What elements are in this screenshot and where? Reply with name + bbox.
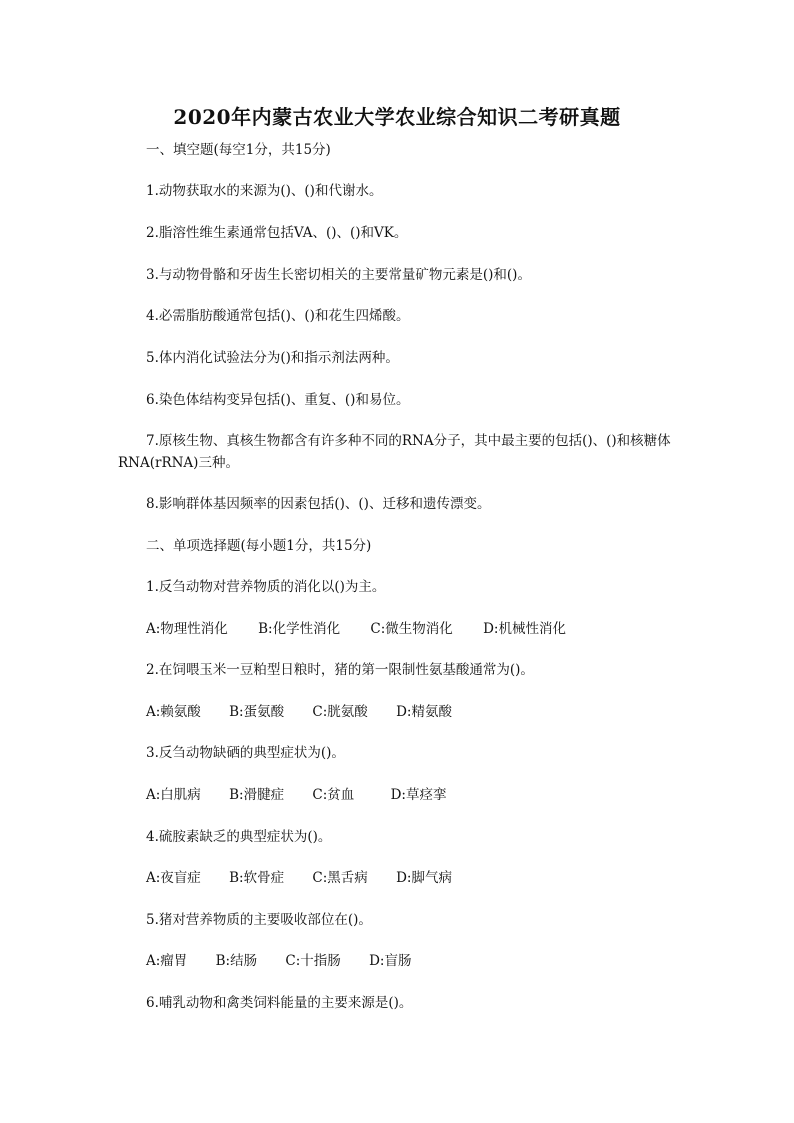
option-a: A:赖氨酸 <box>146 704 201 720</box>
option-a: A:物理性消化 <box>146 621 228 637</box>
option-a: A:夜盲症 <box>146 870 201 886</box>
question-choice-1: 1.反刍动物对营养物质的消化以()为主。 <box>146 579 386 595</box>
question-fill-6: 6.染色体结构变异包括()、重复、()和易位。 <box>146 392 410 408</box>
question-choice-2: 2.在饲喂玉米一豆粕型日粮时，猪的第一限制性氨基酸通常为()。 <box>146 662 534 678</box>
question-choice-2-options <box>146 701 476 723</box>
question-fill-4: 4.必需脂肪酸通常包括()、()和花生四烯酸。 <box>146 308 410 324</box>
option-d: D:精氨酸 <box>396 704 452 720</box>
question-fill-2: 2.脂溶性维生素通常包括VA、()、()和VK。 <box>146 225 408 241</box>
option-d: D:机械性消化 <box>483 621 566 637</box>
option-c: C:贫血 <box>312 787 355 803</box>
section-heading-multiple-choice: 二、单项选择题(每小题1分，共15分) <box>146 538 372 554</box>
question-choice-3: 3.反刍动物缺硒的典型症状为()。 <box>146 745 345 761</box>
question-choice-3-options <box>146 784 470 806</box>
section-heading-fill-in: 一、填空题(每空1分，共15分) <box>146 142 331 158</box>
question-fill-5: 5.体内消化试验法分为()和指示剂法两种。 <box>146 350 399 366</box>
question-choice-6: 6.哺乳动物和禽类饲料能量的主要来源是()。 <box>146 995 413 1011</box>
option-c: C:微生物消化 <box>370 621 453 637</box>
option-b: B:滑腱症 <box>229 787 285 803</box>
question-fill-7: 7.原核生物、真核生物都含有许多种不同的RNA分子，其中最主要的包括()、()和核糖体RNA(rRNA)三种。 <box>118 433 671 471</box>
question-choice-4: 4.硫胺素缺乏的典型症状为()。 <box>146 829 332 845</box>
question-choice-4-options <box>146 867 476 889</box>
question-choice-5-options <box>146 950 435 972</box>
option-d: D:脚气病 <box>396 870 452 886</box>
option-d: D:草痉挛 <box>390 787 447 803</box>
question-fill-1: 1.动物获取水的来源为()、()和代谢水。 <box>146 183 383 199</box>
option-b: B:软骨症 <box>229 870 285 886</box>
option-b: B:化学性消化 <box>258 621 341 637</box>
option-c: C:胱氨酸 <box>312 704 368 720</box>
option-a: A:瘤胃 <box>146 953 188 969</box>
option-b: B:结肠 <box>215 953 258 969</box>
question-fill-3: 3.与动物骨骼和牙齿生长密切相关的主要常量矿物元素是()和()。 <box>146 267 531 283</box>
question-choice-1-options <box>146 618 590 640</box>
option-c: C:黑舌病 <box>312 870 368 886</box>
option-b: B:蛋氨酸 <box>229 704 285 720</box>
document-title: 2020年内蒙古农业大学农业综合知识二考研真题 <box>173 105 621 129</box>
question-choice-5: 5.猪对营养物质的主要吸收部位在()。 <box>146 912 372 928</box>
option-a: A:白肌病 <box>146 787 201 803</box>
option-c: C:十指肠 <box>285 953 341 969</box>
option-d: D:盲肠 <box>369 953 412 969</box>
question-fill-8: 8.影响群体基因频率的因素包括()、()、迁移和遗传漂变。 <box>146 496 491 512</box>
